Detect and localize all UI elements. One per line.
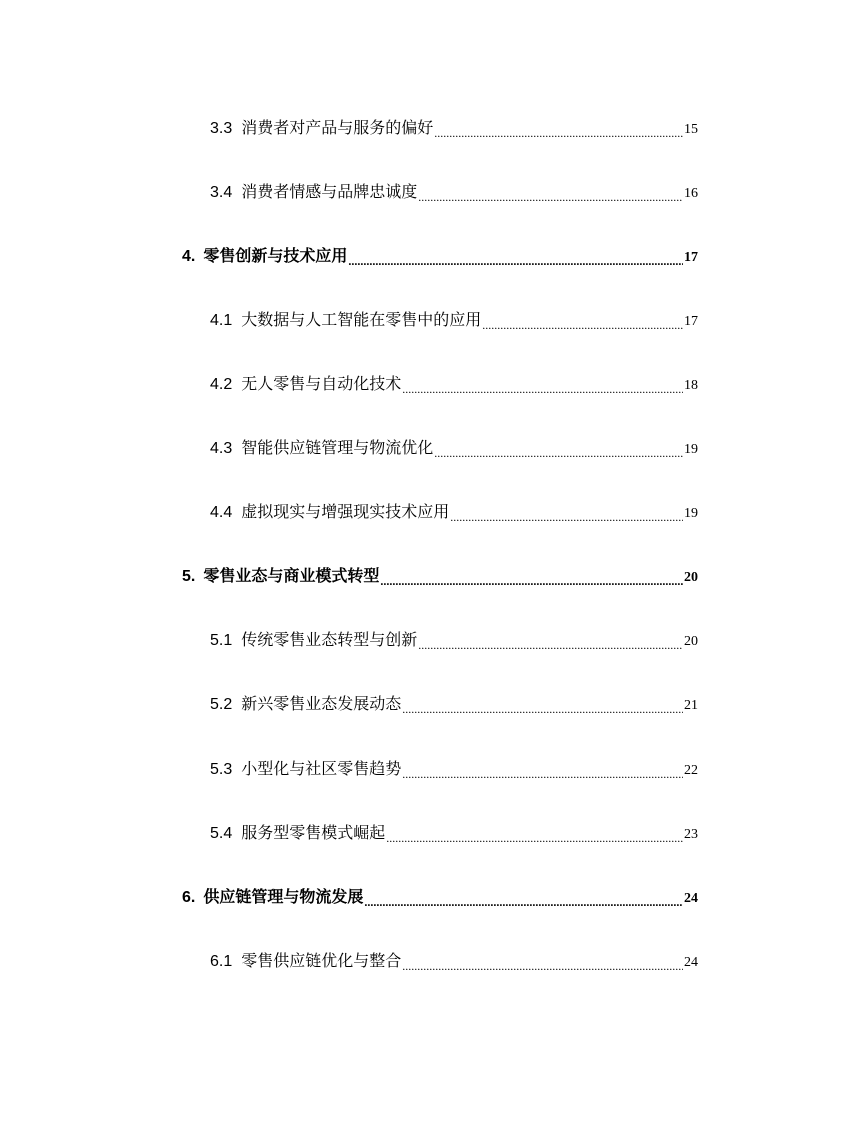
toc-entry-page: 24 — [684, 955, 698, 970]
toc-entry-title: 大数据与人工智能在零售中的应用 — [241, 312, 482, 329]
dot-leader — [402, 765, 683, 783]
toc-entry-page: 23 — [684, 827, 698, 842]
toc-entry-number: 4.3 — [210, 440, 233, 457]
toc-entry-page: 17 — [684, 314, 698, 329]
dot-leader — [348, 252, 683, 270]
toc-entry-number: 4. — [182, 248, 196, 265]
dot-leader — [402, 957, 683, 975]
toc-entry-title: 智能供应链管理与物流优化 — [241, 440, 434, 457]
dot-leader — [418, 636, 683, 654]
toc-entry[interactable] — [210, 949, 698, 975]
dot-leader — [402, 700, 683, 718]
dot-leader — [380, 572, 683, 590]
dot-leader — [402, 380, 683, 398]
toc-entry[interactable] — [210, 692, 698, 718]
toc-entry[interactable] — [210, 308, 698, 334]
toc-entry-number: 6. — [182, 889, 196, 906]
toc-entry-title: 无人零售与自动化技术 — [241, 376, 402, 393]
toc-entry[interactable] — [210, 180, 698, 206]
dot-leader — [450, 508, 683, 526]
toc-entry-title: 小型化与社区零售趋势 — [241, 761, 402, 778]
toc-entry-title: 服务型零售模式崛起 — [241, 825, 386, 842]
toc-entry-title: 供应链管理与物流发展 — [203, 889, 364, 906]
toc-entry[interactable] — [210, 757, 698, 783]
toc-entry[interactable] — [210, 500, 698, 526]
toc-entry-page: 19 — [684, 506, 698, 521]
toc-entry-number: 6.1 — [210, 953, 233, 970]
toc-entry-chapter[interactable] — [182, 244, 698, 270]
toc-entry[interactable] — [210, 821, 698, 847]
toc-entry[interactable] — [210, 628, 698, 654]
toc-entry-number: 5.2 — [210, 696, 233, 713]
dot-leader — [364, 893, 683, 911]
toc-entry-number: 4.1 — [210, 312, 233, 329]
dot-leader — [434, 444, 683, 462]
toc-entry-page: 24 — [684, 891, 698, 906]
toc-entry-page: 15 — [684, 122, 698, 137]
toc-entry-number: 5.4 — [210, 825, 233, 842]
toc-entry-number: 3.3 — [210, 120, 233, 137]
toc-entry-number: 4.2 — [210, 376, 233, 393]
toc-entry-page: 20 — [684, 634, 698, 649]
toc-entry-title: 零售供应链优化与整合 — [241, 953, 402, 970]
toc-entry[interactable] — [210, 372, 698, 398]
toc-entry-page: 18 — [684, 378, 698, 393]
toc-entry-number: 5.1 — [210, 632, 233, 649]
dot-leader — [418, 188, 683, 206]
toc-entry-page: 20 — [684, 570, 698, 585]
toc-entry-title: 零售业态与商业模式转型 — [203, 568, 380, 585]
toc-entry-page: 17 — [684, 250, 698, 265]
toc-entry-chapter[interactable] — [182, 564, 698, 590]
dot-leader — [482, 316, 683, 334]
dot-leader — [386, 829, 683, 847]
dot-leader — [434, 124, 683, 142]
toc-entry-page: 19 — [684, 442, 698, 457]
toc-entry-number: 5. — [182, 568, 196, 585]
toc-entry-page: 16 — [684, 186, 698, 201]
toc-entry-title: 传统零售业态转型与创新 — [241, 632, 418, 649]
toc-entry-number: 5.3 — [210, 761, 233, 778]
toc-entry-number: 3.4 — [210, 184, 233, 201]
toc-entry-page: 21 — [684, 698, 698, 713]
toc-entry-title: 新兴零售业态发展动态 — [241, 696, 402, 713]
toc-entry-chapter[interactable] — [182, 885, 698, 911]
toc-entry-title: 消费者对产品与服务的偏好 — [241, 120, 434, 137]
toc-entry-page: 22 — [684, 763, 698, 778]
toc-entry-title: 零售创新与技术应用 — [203, 248, 348, 265]
toc-entry[interactable] — [210, 116, 698, 142]
toc-entry-title: 虚拟现实与增强现实技术应用 — [241, 504, 450, 521]
toc-entry-number: 4.4 — [210, 504, 233, 521]
toc-entry-title: 消费者情感与品牌忠诚度 — [241, 184, 418, 201]
toc-entry[interactable] — [210, 436, 698, 462]
